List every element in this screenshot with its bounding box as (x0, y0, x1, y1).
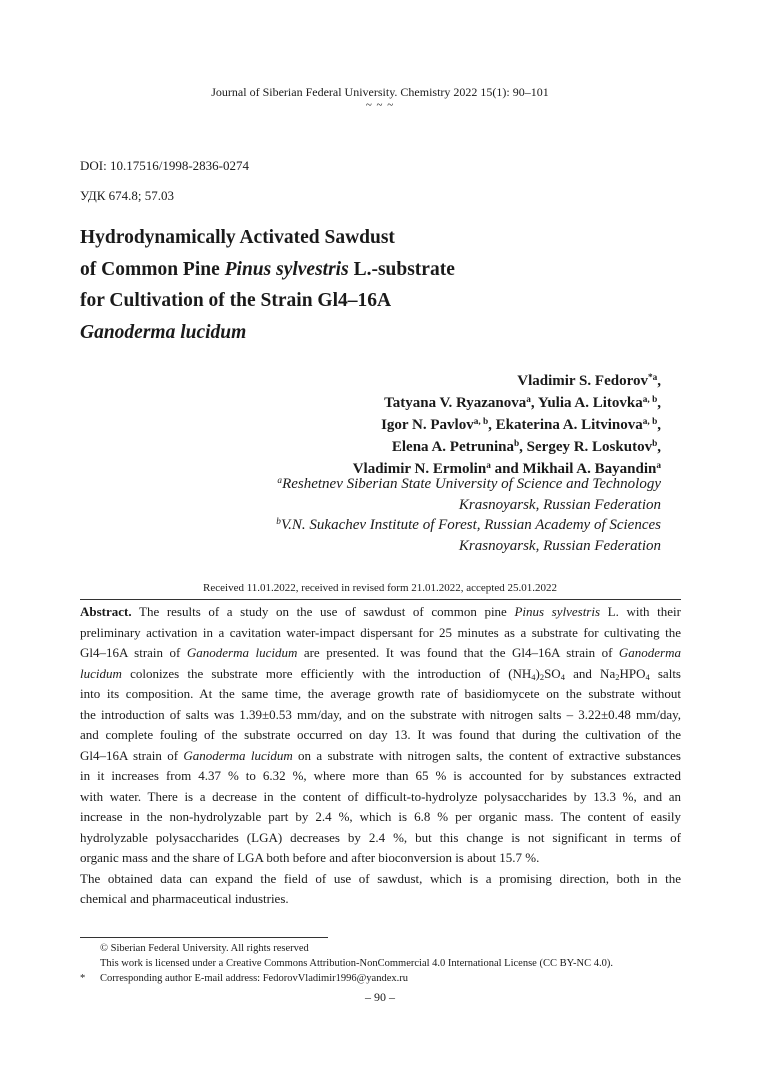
abstract-line: lucidum colonizes the substrate more efficiently with the introduction of $(NH_4)_2SO_4$ and $Na_2HPO_4$ salts (80, 665, 681, 682)
author-name: Vladimir N. Ermolin (352, 461, 487, 477)
abstract-line: and complete fouling of the substrate occurred on day 13. It was found that during the cultivation of the (80, 727, 681, 742)
abstract-line: Gl4–16A strain of Ganoderma lucidum on a substrate with nitrogen salts, the content of extractive substances (80, 747, 681, 763)
abstract-line: Abstract. The results of a study on the use of sawdust of common pine Pinus sylvestris L. with their (80, 604, 681, 619)
footnote-star: * (80, 973, 86, 984)
footnote-divider (80, 937, 328, 938)
journal-header: Journal of Siberian Federal University. Chemistry 2022 15(1): 90–101 (211, 85, 549, 99)
author-name: Mikhail A. Bayandin (522, 461, 657, 477)
author-name: Yulia A. Litovka (537, 395, 643, 411)
title-line: Hydrodynamically Activated Sawdust (80, 227, 395, 248)
abstract-line: organic mass and the share of LGA both before and after bioconversion is about 15.7 %. (80, 850, 540, 865)
abstract-label: Abstract. (80, 604, 132, 619)
author-line: Tatyana V. Ryazanova$^a$, Yulia A. Litovka$^{a, b}$, (384, 394, 661, 411)
udk-code: УДК 674.8; 57.03 (80, 188, 175, 203)
author-name: Sergey R. Loskutov (526, 439, 653, 455)
page-number: – 90 – (365, 990, 395, 1004)
affiliations (276, 474, 661, 556)
abstract-line: The obtained data can expand the field of use of sawdust, which is a promising direction, both in the (80, 870, 681, 886)
author-line: Vladimir N. Ermolin$^a$ and Mikhail A. Bayandin$^a$ (352, 460, 661, 477)
abstract-line: into its composition. At the same time, the average growth rate of basidiomycete on the substrate without (80, 686, 681, 701)
doi: DOI: 10.17516/1998-2836-0274 (80, 158, 249, 173)
abstract-line: chemical and pharmaceutical industries. (80, 891, 289, 906)
author-name: Vladimir S. Fedorov (517, 373, 648, 389)
author-line: Elena A. Petrunina$^b$, Sergey R. Loskutov$^b$, (391, 438, 661, 455)
author-line: Vladimir S. Fedorov$^{*a}$, (517, 372, 661, 389)
title-line: for Cultivation of the Strain Gl4–16A (80, 290, 392, 311)
abstract-line: in it increases from 4.37 % to 6.32 %, where more than 65 % is accounted for by substances extracted (80, 768, 681, 783)
author-name: Igor N. Pavlov (381, 417, 474, 433)
title-line: of Common Pine Pinus sylvestris L.-substrate (80, 258, 455, 280)
author-name: Ekaterina A. Litvinova (495, 417, 643, 433)
author-name: Tatyana V. Ryazanova (384, 395, 527, 411)
affiliation-name: $^b$V.N. Sukachev Institute of Forest, Russian Academy of Sciences (276, 516, 661, 533)
abstract-line: preliminary activation in a cavitation water-impact dispersant for 25 minutes as a substrate for cultivating the (80, 624, 681, 640)
received-dates: Received 11.01.2022, received in revised form 21.01.2022, accepted 25.01.2022 (203, 582, 557, 594)
author-line: Igor N. Pavlov$^{a, b}$, Ekaterina A. Litvinova$^{a, b}$, (381, 416, 661, 433)
license-note: This work is licensed under a Creative Commons Attribution-NonCommercial 4.0 International License (CC BY-NC 4.0). (100, 958, 613, 969)
affiliation-name: $^a$Reshetnev Siberian State University of Science and Technology (277, 475, 661, 492)
paper-title (80, 222, 680, 348)
corresponding-author-note: Corresponding author E-mail address: FedorovVladimir1996@yandex.ru (100, 973, 408, 984)
abstract (80, 602, 681, 910)
affiliation-city: Krasnoyarsk, Russian Federation (458, 496, 661, 513)
abstract-line: increase in the non-hydrolyzable part by 2.4 %, which is 6.8 % per organic mass. The content of easily (80, 809, 681, 824)
author-list (353, 370, 661, 480)
footnotes (80, 941, 613, 986)
author-name: Elena A. Petrunina (391, 439, 514, 455)
copyright-note: © Siberian Federal University. All rights reserved (100, 943, 309, 954)
affiliation-city: Krasnoyarsk, Russian Federation (458, 537, 661, 554)
abstract-line: the introduction of salts was 1.39±0.53 mm/day, and on the substrate with nitrogen salts – 3.22±0.48 mm/day, (80, 706, 681, 722)
divider (80, 599, 681, 600)
title-line: Ganoderma lucidum (80, 321, 247, 343)
header-separator: ~ ~ ~ (365, 99, 395, 111)
abstract-line: Gl4–16A strain of Ganoderma lucidum are presented. It was found that the Gl4–16A strain of Ganoderma (80, 645, 681, 660)
abstract-line: hydrolyzable polysaccharides (LGA) decreases by 2.4 %, but this change is not significant in terms of (80, 829, 681, 845)
abstract-line: with water. There is a decrease in the content of difficult-to-hydrolyze polysaccharides by 13.3 %, and an (80, 788, 681, 804)
